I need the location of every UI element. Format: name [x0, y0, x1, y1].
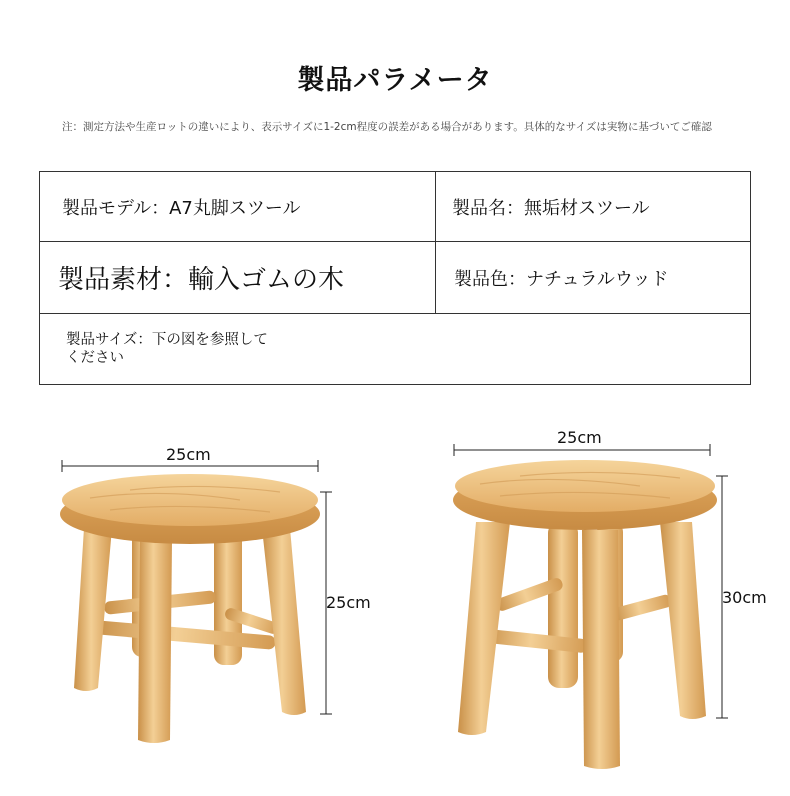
left-stool-front-leg	[138, 540, 172, 743]
spec-size-line1: 製品サイズ：下の図を参照して	[66, 332, 268, 348]
right-stool-front-leg	[660, 522, 706, 719]
right-stool	[453, 460, 717, 769]
spec-material: 製品素材：輸入ゴムの木	[58, 265, 345, 295]
right-stool-seat	[455, 460, 715, 512]
left-height-label: 25cm	[326, 593, 371, 612]
spec-size-line2: ください	[66, 350, 124, 366]
measurement-note: 注：測定方法や生産ロットの違いにより、表示サイズに1-2cm程度の誤差がある場合があります。具体的なサイズは実物に基づいてご確認	[62, 121, 712, 133]
left-stool	[60, 474, 320, 743]
spec-name: 製品名：無垢材スツール	[452, 197, 650, 219]
spec-model: 製品モデル：A7丸脚スツール	[62, 197, 301, 219]
right-stool-back-leg	[548, 522, 578, 688]
left-stool-seat	[62, 474, 318, 526]
right-stool-front-leg	[582, 530, 620, 769]
right-width-label: 25cm	[557, 428, 602, 447]
right-stool-front-leg	[458, 522, 510, 735]
left-width-label: 25cm	[166, 445, 211, 464]
right-height-label: 30cm	[722, 588, 767, 607]
page-title: 製品パラメータ	[297, 65, 493, 96]
spec-color: 製品色：ナチュラルウッド	[454, 268, 669, 290]
